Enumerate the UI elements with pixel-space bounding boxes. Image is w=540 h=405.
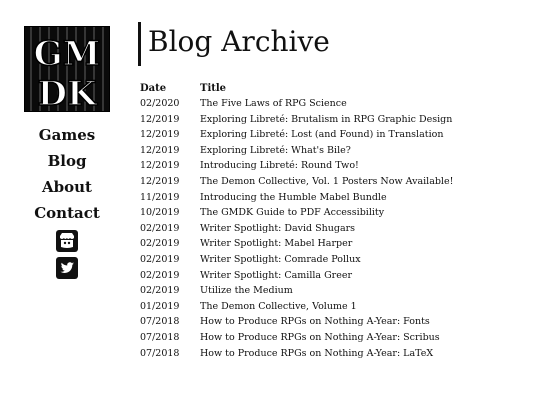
post-link[interactable]: Exploring Libreté: What's Bile? bbox=[200, 144, 351, 156]
table-row bbox=[140, 346, 453, 362]
table-row bbox=[140, 268, 453, 284]
post-date: 02/2019 bbox=[140, 222, 180, 234]
column-header-title: Title bbox=[200, 83, 227, 94]
nav-games[interactable]: Games bbox=[38, 126, 96, 144]
post-date: 12/2019 bbox=[140, 113, 180, 125]
itchio-icon[interactable] bbox=[56, 230, 78, 252]
post-date: 12/2019 bbox=[140, 144, 180, 156]
column-header-date: Date bbox=[140, 83, 167, 94]
logo-graphic bbox=[25, 27, 109, 111]
sidebar bbox=[22, 26, 112, 284]
post-date: 07/2018 bbox=[140, 347, 180, 359]
post-link[interactable]: Utilize the Medium bbox=[200, 285, 293, 297]
table-row bbox=[140, 221, 453, 237]
table-row bbox=[140, 190, 453, 206]
post-link[interactable]: The Demon Collective, Vol. 1 Posters Now Available! bbox=[200, 175, 454, 187]
site-logo[interactable] bbox=[24, 26, 110, 112]
archive-table bbox=[140, 81, 453, 361]
nav-blog[interactable]: Blog bbox=[47, 152, 87, 170]
nav-about[interactable]: About bbox=[42, 178, 92, 196]
post-date: 02/2019 bbox=[140, 269, 180, 281]
twitter-icon[interactable] bbox=[56, 257, 78, 279]
post-link[interactable]: Introducing the Humble Mabel Bundle bbox=[200, 191, 387, 203]
table-row bbox=[140, 205, 453, 221]
table-row bbox=[140, 252, 453, 268]
post-link[interactable]: How to Produce RPGs on Nothing A-Year: LaTeX bbox=[200, 347, 434, 359]
post-link[interactable]: Introducing Libreté: Round Two! bbox=[200, 160, 359, 172]
post-date: 07/2018 bbox=[140, 331, 180, 343]
post-link[interactable]: The Demon Collective, Volume 1 bbox=[200, 300, 357, 312]
table-row bbox=[140, 299, 453, 315]
post-link[interactable]: Exploring Libreté: Brutalism in RPG Graphic Design bbox=[200, 113, 453, 125]
logo-text-bottom: DK bbox=[37, 74, 97, 111]
table-row bbox=[140, 158, 453, 174]
post-link[interactable]: Writer Spotlight: Comrade Pollux bbox=[200, 253, 361, 265]
table-row bbox=[140, 96, 453, 112]
post-date: 07/2018 bbox=[140, 316, 180, 328]
post-date: 01/2019 bbox=[140, 300, 180, 312]
table-row bbox=[140, 174, 453, 190]
post-link[interactable]: Exploring Libreté: Lost (and Found) in Translation bbox=[200, 129, 444, 141]
post-link[interactable]: The Five Laws of RPG Science bbox=[200, 98, 347, 109]
table-row bbox=[140, 112, 453, 128]
archive-rows bbox=[140, 96, 453, 361]
table-row bbox=[140, 127, 453, 143]
post-link[interactable]: Writer Spotlight: Mabel Harper bbox=[200, 238, 353, 250]
post-date: 12/2019 bbox=[140, 175, 180, 187]
table-row bbox=[140, 143, 453, 159]
title-block bbox=[138, 22, 528, 66]
page-title: Blog Archive bbox=[148, 25, 330, 58]
nav-contact[interactable]: Contact bbox=[34, 204, 100, 222]
post-date: 11/2019 bbox=[140, 191, 180, 203]
main-content bbox=[138, 22, 528, 361]
table-row bbox=[140, 330, 453, 346]
post-date: 02/2019 bbox=[140, 253, 180, 265]
post-link[interactable]: How to Produce RPGs on Nothing A-Year: Fonts bbox=[200, 316, 430, 328]
post-date: 02/2019 bbox=[140, 285, 180, 297]
post-date: 10/2019 bbox=[140, 207, 180, 219]
post-date: 02/2019 bbox=[140, 238, 180, 250]
post-link[interactable]: The GMDK Guide to PDF Accessibility bbox=[200, 207, 385, 219]
post-date: 12/2019 bbox=[140, 129, 180, 141]
main-nav bbox=[22, 122, 112, 226]
post-link[interactable]: Writer Spotlight: David Shugars bbox=[200, 222, 356, 234]
table-row bbox=[140, 283, 453, 299]
post-link[interactable]: Writer Spotlight: Camilla Greer bbox=[200, 269, 353, 281]
logo-text-top: GM bbox=[33, 34, 101, 74]
table-row bbox=[140, 236, 453, 252]
table-row bbox=[140, 314, 453, 330]
social-links bbox=[22, 230, 112, 279]
post-date: 12/2019 bbox=[140, 160, 180, 172]
post-link[interactable]: How to Produce RPGs on Nothing A-Year: Scribus bbox=[200, 331, 440, 343]
table-header-row bbox=[140, 81, 453, 96]
post-date: 02/2020 bbox=[140, 98, 180, 109]
